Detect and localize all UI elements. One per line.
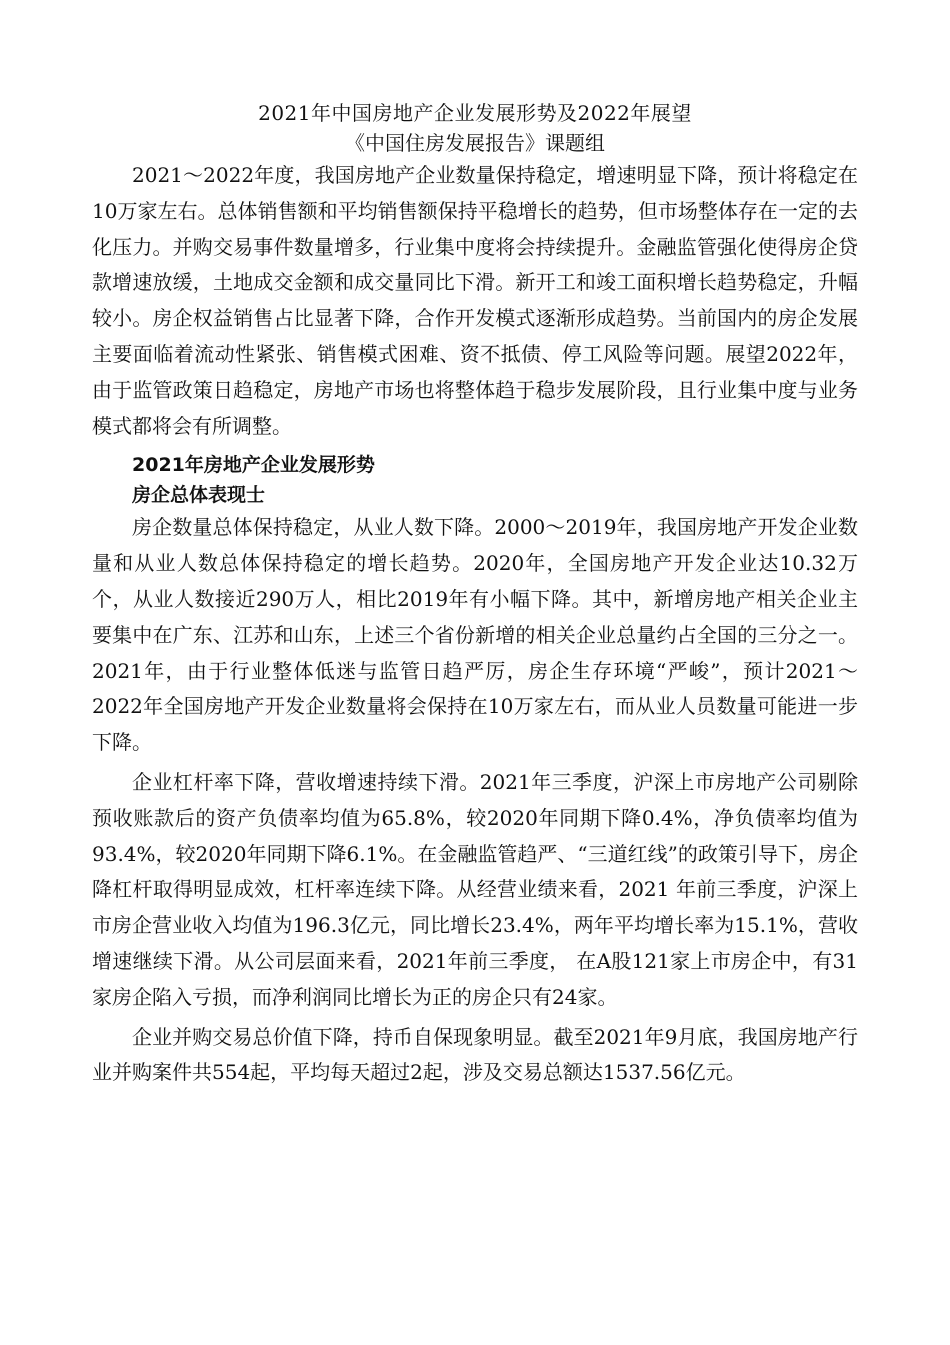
body-paragraph-leverage: 企业杠杆率下降，营收增速持续下滑。2021年三季度，沪深上市房地产公司剔除预收账款后的资产负债率均值为65.8%，较2020年同期下降0.4%，净负债率均值为93.4%，较2020年同期下降6.1%。在金融监管趋严、“三道红线”的政策引导下，房企降杠杆取得明显成效，杠杆率连续下降。从经营业绩来看，2021 年前三季度，沪深上市房企营业收入均值为196.3亿元，同比增长23.4%，两年平均增长率为15.1%，营收增速继续下滑。从公司层面来看，2021年前三季度， 在A股121家上市房企中，有31家房企陷入亏损，而净利润同比增长为正的房企只有24家。: [92, 769, 858, 1009]
body-paragraph-enterprise-count: 房企数量总体保持稳定，从业人数下降。2000～2019年，我国房地产开发企业数量和从业人数总体保持稳定的增长趋势。2020年，全国房地产开发企业达10.32万个，从业人数接近290万人，相比2019年有小幅下降。其中，新增房地产相关企业主要集中在广东、江苏和山东，上述三个省份新增的相关企业总量约占全国的三分之一。2021年，由于行业整体低迷与监管日趋严厉，房企生存环境“严峻”，预计2021～2022年全国房地产开发企业数量将会保持在10万家左右，而从业人员数量可能进一步下降。: [92, 515, 858, 755]
section-heading: 2021年房地产企业发展形势: [132, 454, 375, 477]
body-paragraph-mergers: 企业并购交易总价值下降，持币自保现象明显。截至2021年9月底，我国房地产行业并购案件共554起，平均每天超过2起，涉及交易总额达1537.56亿元。: [92, 1024, 858, 1085]
document-subtitle: 《中国住房发展报告》课题组: [345, 131, 605, 155]
document-body: [92, 98, 858, 1091]
subsection-heading: 房企总体表现士: [132, 484, 266, 507]
summary-paragraph: 2021～2022年度，我国房地产企业数量保持稳定，增速明显下降，预计将稳定在10万家左右。总体销售额和平均销售额保持平稳增长的趋势，但市场整体存在一定的去化压力。并购交易事件数量增多，行业集中度将会持续提升。金融监管强化使得房企贷款增速放缓，土地成交金额和成交量同比下滑。新开工和竣工面积增长趋势稳定，升幅较小。房企权益销售占比显著下降，合作开发模式逐渐形成趋势。当前国内的房企发展主要面临着流动性紧张、销售模式困难、资不抵债、停工风险等问题。展望2022年，由于监管政策日趋稳定，房地产市场也将整体趋于稳步发展阶段，且行业集中度与业务模式都将会有所调整。: [92, 163, 858, 438]
document-title: 2021年中国房地产企业发展形势及2022年展望: [258, 101, 692, 125]
